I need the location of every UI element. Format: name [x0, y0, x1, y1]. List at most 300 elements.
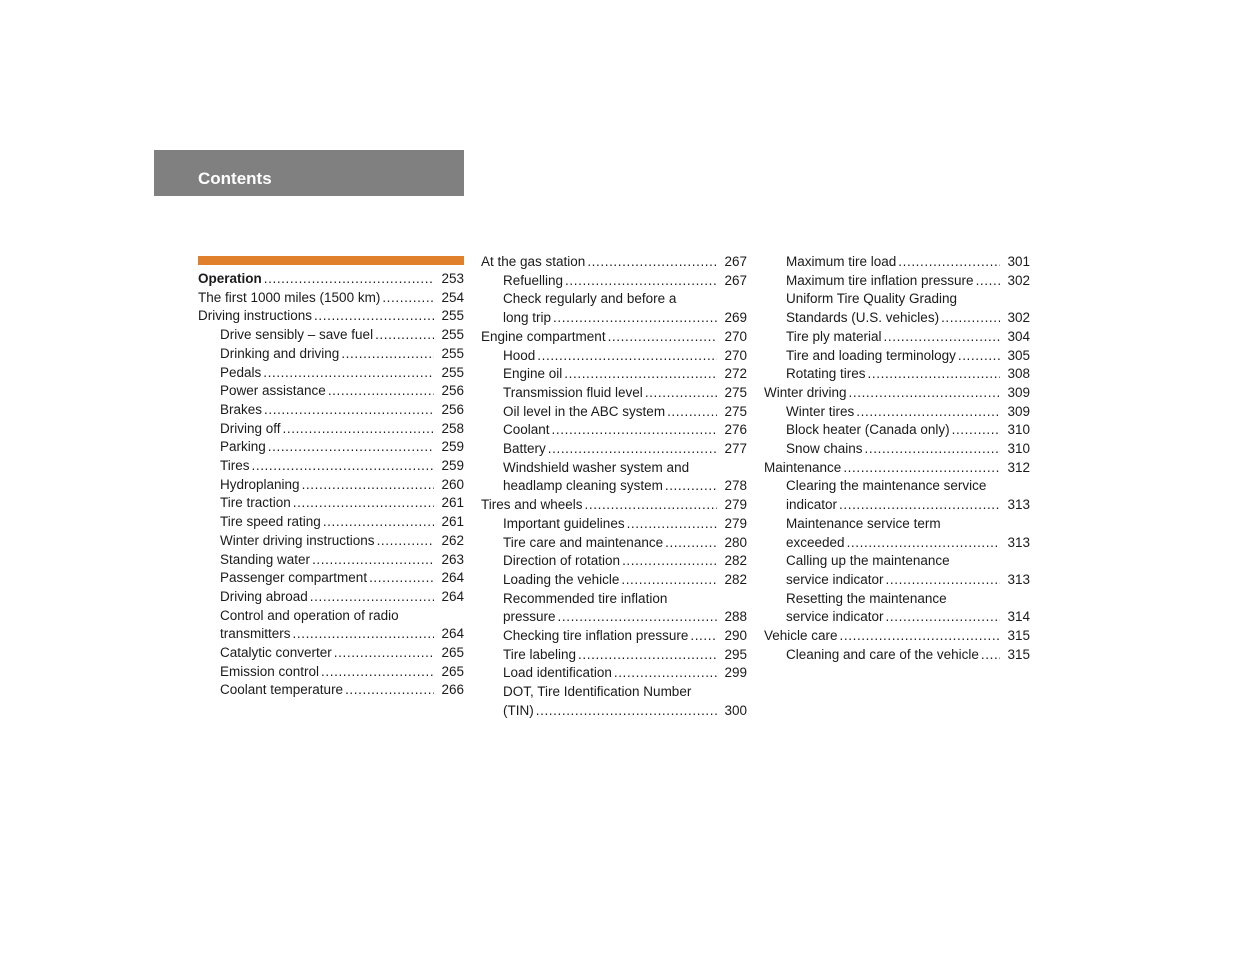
toc-entry-title: Tire labeling — [503, 646, 577, 662]
toc-entry-row — [220, 326, 464, 345]
toc-entry-title: Passenger compartment — [220, 570, 368, 586]
toc-leader-dots — [375, 326, 434, 345]
toc-entry-title: Tires — [220, 458, 250, 474]
toc-leader-dots — [264, 270, 434, 289]
toc-entry-row — [481, 253, 747, 272]
toc-page-number: 263 — [441, 551, 464, 567]
toc-entry-row — [481, 496, 747, 515]
toc-page-number: 267 — [724, 272, 747, 288]
toc-entry-title: Rotating tires — [786, 366, 866, 382]
toc-entry-title: Standing water — [220, 551, 311, 567]
toc-page-number: 278 — [724, 478, 747, 494]
toc-entry[interactable] — [198, 307, 464, 326]
toc-leader-dots — [941, 309, 1000, 328]
toc-entry-title: exceeded — [786, 534, 845, 550]
toc-entry-title: Emission control — [220, 663, 320, 679]
toc-entry-title: Driving instructions — [198, 308, 313, 324]
toc-entry-title: Engine oil — [503, 366, 563, 382]
toc-leader-dots — [293, 625, 434, 644]
toc-entry-row — [220, 364, 464, 383]
toc-leader-dots — [252, 457, 435, 476]
toc-entry-title: Maximum tire load — [786, 254, 897, 269]
toc-entry-row — [503, 515, 747, 534]
toc-entry-row — [503, 534, 747, 553]
header-tab — [154, 150, 464, 196]
toc-entry-row — [786, 347, 1030, 366]
toc-entry-row — [764, 384, 1030, 403]
toc-leader-dots — [622, 552, 717, 571]
toc-entry-title: Winter tires — [786, 403, 855, 419]
toc-entry[interactable] — [481, 590, 747, 627]
toc-entry-title: Tires and wheels — [481, 497, 583, 513]
toc-page-number: 315 — [1007, 646, 1030, 662]
toc-entry[interactable] — [764, 290, 1030, 327]
toc-entry-row — [220, 625, 464, 644]
toc-page-number: 259 — [441, 458, 464, 474]
toc-entry-title: Drinking and driving — [220, 345, 340, 361]
toc-entry[interactable] — [764, 347, 1030, 366]
toc-entry-title: transmitters — [220, 626, 291, 642]
toc-page-number: 305 — [1007, 347, 1030, 363]
toc-page-number: 264 — [441, 626, 464, 642]
toc-entry-title: Tire ply material — [786, 328, 882, 344]
toc-entry[interactable] — [481, 272, 747, 291]
toc-entry-title-line: Recommended tire inflation — [503, 590, 668, 606]
toc-leader-dots — [665, 534, 717, 553]
toc-entry[interactable] — [198, 681, 464, 700]
toc-entry-title: Battery — [503, 441, 546, 457]
toc-page-number: 275 — [724, 403, 747, 419]
toc-entry[interactable] — [198, 401, 464, 420]
toc-entry-title-line: Check regularly and before a — [503, 291, 677, 307]
toc-entry-title-line: Uniform Tire Quality Grading — [786, 291, 958, 307]
toc-page-number: 256 — [441, 401, 464, 417]
toc-entry-title: headlamp cleaning system — [503, 478, 663, 494]
toc-page-number: 310 — [1007, 441, 1030, 457]
toc-page-number: 255 — [441, 345, 464, 361]
toc-leader-dots — [553, 309, 717, 328]
toc-entry-row — [786, 272, 1030, 291]
toc-entry-row — [220, 681, 464, 700]
toc-entry-title: service indicator — [786, 571, 884, 587]
toc-entry-title-line: DOT, Tire Identification Number — [503, 684, 692, 700]
toc-page-number: 302 — [1007, 310, 1030, 326]
toc-entry-title: Coolant temperature — [220, 682, 344, 698]
toc-entry-title: long trip — [503, 310, 552, 326]
toc-entry-row — [503, 477, 747, 496]
toc-entry-title-line: Resetting the maintenance — [786, 590, 947, 606]
toc-entry[interactable] — [481, 683, 747, 720]
toc-entry[interactable] — [764, 515, 1030, 552]
toc-entry-title: Driving abroad — [220, 588, 308, 604]
toc-entry-row — [786, 534, 1030, 553]
toc-entry[interactable] — [481, 384, 747, 403]
toc-entry-title: Loading the vehicle — [503, 571, 620, 587]
toc-page-number: 314 — [1007, 609, 1030, 625]
toc-entry-title: Tire care and maintenance — [503, 534, 664, 550]
toc-page-number: 255 — [441, 308, 464, 324]
toc-entry-title: Load identification — [503, 665, 612, 681]
toc-entry-row — [786, 608, 1030, 627]
toc-leader-dots — [558, 608, 717, 627]
toc-entry-title-line: Calling up the maintenance — [786, 553, 950, 569]
toc-leader-dots — [310, 588, 434, 607]
toc-leader-dots — [578, 646, 717, 665]
toc-entry-row — [786, 571, 1030, 590]
toc-entry[interactable] — [198, 345, 464, 364]
toc-column-3 — [764, 253, 1030, 664]
toc-entry-row — [503, 552, 747, 571]
toc-leader-dots — [976, 272, 1000, 291]
toc-entry-row — [786, 403, 1030, 422]
toc-entry[interactable] — [481, 440, 747, 459]
toc-entry-row — [503, 384, 747, 403]
toc-entry[interactable] — [764, 440, 1030, 459]
toc-page-number: 264 — [441, 588, 464, 604]
toc-page-number: 279 — [724, 515, 747, 531]
toc-entry-title: Power assistance — [220, 383, 326, 399]
toc-entry-title: Tire traction — [220, 495, 291, 511]
toc-entry-title: (TIN) — [503, 702, 534, 718]
toc-page-number: 272 — [724, 366, 747, 382]
toc-page-number: 299 — [724, 665, 747, 681]
toc-page-number: 312 — [1007, 459, 1030, 475]
toc-entry-row — [503, 421, 747, 440]
toc-entry[interactable] — [764, 403, 1030, 422]
toc-entry-title: Drive sensibly – save fuel — [220, 327, 374, 343]
toc-page-number: 253 — [441, 271, 464, 286]
toc-entry-title: Brakes — [220, 401, 263, 417]
toc-page-number: 277 — [724, 441, 747, 457]
toc-entry-row — [786, 328, 1030, 347]
toc-entry-row — [198, 289, 464, 308]
toc-page-number: 295 — [724, 646, 747, 662]
toc-entry-title: Hood — [503, 347, 536, 363]
toc-entry[interactable] — [481, 253, 747, 272]
toc-entry[interactable] — [198, 532, 464, 551]
toc-entry-row — [764, 627, 1030, 646]
toc-leader-dots — [849, 384, 1000, 403]
toc-entry[interactable] — [198, 420, 464, 439]
toc-entry[interactable] — [198, 270, 464, 289]
toc-entry-title: Driving off — [220, 420, 281, 436]
toc-page-number: 280 — [724, 534, 747, 550]
toc-leader-dots — [564, 365, 717, 384]
toc-column-2 — [481, 253, 747, 721]
toc-entry[interactable] — [481, 496, 747, 515]
toc-page-number: 310 — [1007, 422, 1030, 438]
toc-entry[interactable] — [198, 476, 464, 495]
toc-page-number: 301 — [1007, 254, 1030, 269]
toc-page-number: 269 — [724, 310, 747, 326]
section-accent-bar — [198, 256, 464, 265]
toc-entry-row — [220, 382, 464, 401]
toc-page-number: 255 — [441, 327, 464, 343]
toc-entry[interactable] — [764, 552, 1030, 589]
toc-page-number: 315 — [1007, 628, 1030, 644]
toc-entry[interactable] — [198, 607, 464, 644]
toc-leader-dots — [293, 494, 434, 513]
toc-leader-dots — [537, 347, 717, 366]
toc-leader-dots — [334, 644, 434, 663]
toc-entry[interactable] — [764, 365, 1030, 384]
toc-entry-row — [503, 608, 747, 627]
toc-entry-title: Cleaning and care of the vehicle — [786, 646, 979, 662]
toc-leader-dots — [856, 403, 1000, 422]
toc-leader-dots — [958, 347, 1000, 366]
toc-leader-dots — [382, 289, 434, 308]
toc-entry[interactable] — [198, 438, 464, 457]
toc-entry[interactable] — [481, 459, 747, 496]
toc-entry-row — [503, 664, 747, 683]
toc-page-number: 300 — [724, 702, 747, 718]
toc-page-number: 259 — [441, 439, 464, 455]
toc-entry-title: Catalytic converter — [220, 645, 332, 661]
toc-entry-row — [220, 476, 464, 495]
toc-entry-row — [220, 457, 464, 476]
toc-entry[interactable] — [764, 627, 1030, 646]
toc-entry[interactable] — [764, 328, 1030, 347]
toc-entry-title-line: Control and operation of radio — [220, 607, 399, 623]
toc-entry[interactable] — [764, 477, 1030, 514]
toc-entry[interactable] — [481, 290, 747, 327]
toc-page-number: 313 — [1007, 571, 1030, 587]
toc-page-number: 256 — [441, 383, 464, 399]
toc-leader-dots — [847, 534, 1000, 553]
toc-entry-row — [198, 307, 464, 326]
toc-leader-dots — [345, 681, 434, 700]
toc-entry-row — [503, 440, 747, 459]
toc-page-number: 304 — [1007, 328, 1030, 344]
toc-entry-row — [198, 270, 464, 289]
toc-entry-title-line: Windshield washer system and — [503, 459, 690, 475]
toc-page-number: 254 — [441, 289, 464, 305]
toc-entry-row — [503, 627, 747, 646]
toc-leader-dots — [536, 702, 717, 721]
toc-leader-dots — [627, 515, 717, 534]
toc-leader-dots — [283, 420, 434, 439]
toc-entry-title: Pedals — [220, 364, 262, 380]
toc-page-number: 302 — [1007, 272, 1030, 288]
toc-entry-title: At the gas station — [481, 254, 586, 269]
toc-entry-row — [220, 345, 464, 364]
toc-leader-dots — [621, 571, 717, 590]
toc-leader-dots — [843, 459, 1000, 478]
toc-entry[interactable] — [198, 494, 464, 513]
toc-entry-row — [220, 644, 464, 663]
toc-leader-dots — [865, 440, 1000, 459]
toc-entry-row — [786, 421, 1030, 440]
toc-entry[interactable] — [198, 663, 464, 682]
toc-entry[interactable] — [764, 459, 1030, 478]
toc-entry-title: Transmission fluid level — [503, 384, 643, 400]
toc-entry-row — [764, 459, 1030, 478]
toc-page-number: 270 — [724, 328, 747, 344]
toc-entry[interactable] — [481, 552, 747, 571]
toc-leader-dots — [840, 627, 1000, 646]
toc-entry-title: Checking tire inflation pressure — [503, 628, 689, 644]
toc-page-number: 261 — [441, 514, 464, 530]
toc-leader-dots — [565, 272, 717, 291]
toc-leader-dots — [548, 440, 717, 459]
toc-entry[interactable] — [198, 513, 464, 532]
toc-entry-row — [786, 496, 1030, 515]
toc-entry-row — [220, 401, 464, 420]
toc-leader-dots — [952, 421, 1000, 440]
toc-entry-row — [220, 513, 464, 532]
toc-leader-dots — [608, 328, 717, 347]
toc-entry-row — [503, 365, 747, 384]
toc-entry-title: Hydroplaning — [220, 476, 300, 492]
toc-leader-dots — [369, 569, 434, 588]
toc-entry[interactable] — [481, 571, 747, 590]
toc-entry-title: Parking — [220, 439, 266, 455]
toc-page-number: 267 — [724, 254, 747, 269]
toc-entry-row — [481, 328, 747, 347]
toc-leader-dots — [302, 476, 434, 495]
toc-leader-dots — [898, 253, 1000, 272]
toc-entry-row — [503, 646, 747, 665]
toc-leader-dots — [614, 664, 717, 683]
toc-entry-row — [220, 532, 464, 551]
toc-entry-row — [786, 309, 1030, 328]
toc-leader-dots — [690, 627, 717, 646]
toc-entry-row — [220, 551, 464, 570]
toc-page-number: 279 — [724, 497, 747, 513]
toc-leader-dots — [886, 608, 1000, 627]
toc-page-number: 262 — [441, 532, 464, 548]
toc-page-number: 261 — [441, 495, 464, 511]
toc-page-number: 282 — [724, 553, 747, 569]
toc-entry-title: Maintenance — [764, 459, 842, 475]
toc-entry[interactable] — [481, 534, 747, 553]
toc-page-number: 309 — [1007, 384, 1030, 400]
toc-entry-title: Engine compartment — [481, 328, 606, 344]
toc-entry[interactable] — [764, 421, 1030, 440]
toc-entry-row — [503, 309, 747, 328]
toc-entry[interactable] — [481, 328, 747, 347]
toc-leader-dots — [263, 364, 434, 383]
toc-entry-row — [503, 571, 747, 590]
page-title: Contents — [198, 169, 272, 188]
toc-leader-dots — [321, 663, 434, 682]
toc-entry-row — [786, 253, 1030, 272]
toc-entry-row — [786, 440, 1030, 459]
toc-entry[interactable] — [481, 627, 747, 646]
toc-entry-row — [220, 438, 464, 457]
toc-entry-row — [220, 569, 464, 588]
toc-entry-title: Coolant — [503, 422, 550, 438]
toc-entry[interactable] — [764, 384, 1030, 403]
toc-page-number: 313 — [1007, 534, 1030, 550]
toc-entry[interactable] — [198, 644, 464, 663]
toc-entry-title: Refuelling — [503, 272, 564, 288]
toc-entry[interactable] — [481, 421, 747, 440]
toc-entry-title: indicator — [786, 497, 838, 513]
toc-entry[interactable] — [764, 590, 1030, 627]
toc-leader-dots — [886, 571, 1000, 590]
toc-entry[interactable] — [764, 646, 1030, 665]
toc-leader-dots — [323, 513, 434, 532]
toc-entry[interactable] — [481, 664, 747, 683]
toc-entry-title-line: Maintenance service term — [786, 515, 941, 531]
toc-page-number: 264 — [441, 570, 464, 586]
toc-column-1 — [198, 270, 464, 700]
toc-entry[interactable] — [198, 588, 464, 607]
toc-leader-dots — [665, 477, 717, 496]
toc-entry-title: Operation — [198, 271, 262, 286]
toc-entry[interactable] — [198, 569, 464, 588]
toc-page-number: 270 — [724, 347, 747, 363]
toc-leader-dots — [884, 328, 1000, 347]
toc-entry-title: Tire speed rating — [220, 514, 321, 530]
toc-leader-dots — [868, 365, 1000, 384]
toc-entry-title: Block heater (Canada only) — [786, 422, 950, 438]
toc-entry-title: Maximum tire inflation pressure — [786, 272, 974, 288]
toc-entry-title: Tire and loading terminology — [786, 347, 956, 363]
toc-leader-dots — [377, 532, 434, 551]
toc-entry-title: Important guidelines — [503, 515, 625, 531]
toc-page-number: 260 — [441, 476, 464, 492]
toc-page-number: 290 — [724, 628, 747, 644]
toc-entry-title: Winter driving instructions — [220, 532, 375, 548]
toc-leader-dots — [314, 307, 434, 326]
toc-entry-row — [503, 272, 747, 291]
toc-entry-title: The first 1000 miles (1500 km) — [198, 289, 381, 305]
toc-entry[interactable] — [764, 253, 1030, 272]
toc-entry-row — [220, 494, 464, 513]
toc-entry[interactable] — [481, 365, 747, 384]
toc-page-number: 276 — [724, 422, 747, 438]
toc-entry-title: Standards (U.S. vehicles) — [786, 310, 940, 326]
toc-page-number: 308 — [1007, 366, 1030, 382]
toc-page-number: 265 — [441, 645, 464, 661]
toc-entry-title: Winter driving — [764, 384, 847, 400]
toc-leader-dots — [981, 646, 1000, 665]
toc-leader-dots — [552, 421, 717, 440]
toc-page-number: 309 — [1007, 403, 1030, 419]
toc-entry[interactable] — [198, 289, 464, 308]
toc-entry[interactable] — [198, 457, 464, 476]
toc-entry[interactable] — [198, 382, 464, 401]
toc-page-number: 275 — [724, 384, 747, 400]
toc-entry[interactable] — [481, 646, 747, 665]
toc-page-number: 313 — [1007, 497, 1030, 513]
toc-entry[interactable] — [481, 403, 747, 422]
toc-entry[interactable] — [481, 515, 747, 534]
toc-leader-dots — [264, 401, 434, 420]
toc-entry[interactable] — [481, 347, 747, 366]
toc-leader-dots — [268, 438, 434, 457]
toc-entry[interactable] — [198, 364, 464, 383]
toc-leader-dots — [341, 345, 434, 364]
toc-leader-dots — [667, 403, 717, 422]
toc-leader-dots — [645, 384, 717, 403]
toc-entry-title-line: Clearing the maintenance service — [786, 478, 987, 494]
toc-entry-title: Snow chains — [786, 441, 863, 457]
toc-entry[interactable] — [764, 272, 1030, 291]
toc-entry-title: pressure — [503, 609, 556, 625]
toc-entry-title: Oil level in the ABC system — [503, 403, 666, 419]
toc-leader-dots — [328, 382, 434, 401]
toc-leader-dots — [312, 551, 434, 570]
toc-entry-title: Vehicle care — [764, 628, 838, 644]
toc-entry-row — [786, 646, 1030, 665]
toc-page-number: 265 — [441, 663, 464, 679]
toc-entry[interactable] — [198, 326, 464, 345]
toc-page-number: 255 — [441, 364, 464, 380]
toc-entry[interactable] — [198, 551, 464, 570]
